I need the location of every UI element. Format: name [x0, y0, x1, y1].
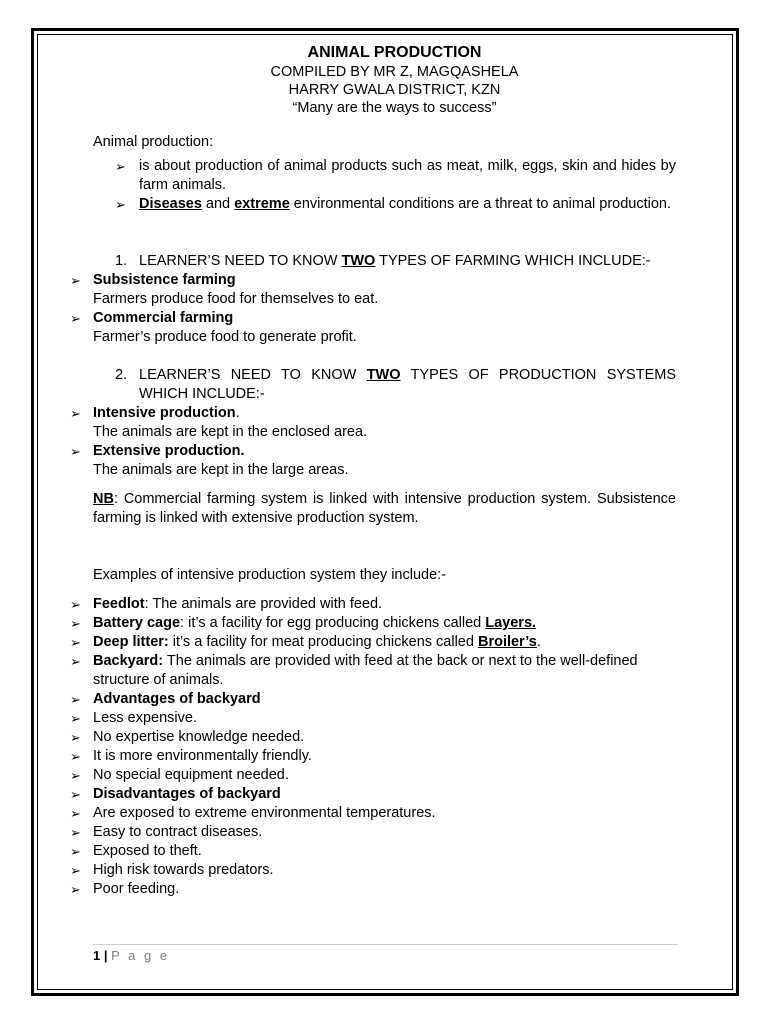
- intro-bullet-text: and: [201, 196, 235, 212]
- intro-bullet-text: is about production of animal products such as meat, milk, eggs, skin and hides by farm animals.: [139, 158, 676, 193]
- intro-heading-colon: :: [209, 134, 214, 150]
- list-item: [70, 690, 676, 709]
- list-item: [93, 195, 676, 214]
- item-end: .: [536, 634, 541, 650]
- section-tail: TYPES OF FARMING WHICH INCLUDE:-: [375, 253, 651, 269]
- arrow-bullet-icon: ➢: [70, 711, 81, 726]
- intro-list: [93, 157, 676, 214]
- document-body: [70, 43, 676, 899]
- arrow-bullet-icon: ➢: [70, 616, 81, 631]
- list-item: [70, 747, 676, 766]
- advantage-item: No special equipment needed.: [93, 767, 289, 783]
- disadvantage-item: Are exposed to extreme environmental temperatures.: [93, 805, 436, 821]
- disadvantages-title: Disadvantages of backyard: [93, 786, 281, 802]
- nb-label: NB: [93, 491, 114, 507]
- section-lead: LEARNER’S NEED TO KNOW: [139, 367, 367, 383]
- list-item: [70, 804, 676, 823]
- item-title: Extensive production.: [93, 443, 245, 459]
- item-title: Intensive production: [93, 405, 236, 421]
- section-emphasis: TWO: [366, 367, 401, 383]
- document-header: [93, 43, 676, 117]
- arrow-bullet-icon: ➢: [70, 730, 81, 745]
- advantage-item: It is more environmentally friendly.: [93, 748, 312, 764]
- arrow-bullet-icon: ➢: [70, 635, 81, 650]
- arrow-bullet-icon: ➢: [70, 882, 81, 897]
- item-title: Subsistence farming: [93, 272, 236, 288]
- list-item: [70, 309, 676, 347]
- section-2-list: [70, 404, 676, 480]
- section-tail: TYPES OF PRODUCTION SYSTEMS WHICH INCLUDE:-: [139, 367, 676, 402]
- arrow-bullet-icon: ➢: [70, 692, 81, 707]
- arrow-bullet-icon: ➢: [70, 768, 81, 783]
- disadvantage-item: High risk towards predators.: [93, 862, 274, 878]
- list-item: [70, 709, 676, 728]
- arrow-bullet-icon: ➢: [70, 806, 81, 821]
- footer-separator: |: [103, 948, 108, 963]
- section-number: 1.: [115, 253, 128, 269]
- section-1: [93, 252, 676, 271]
- item-description: The animals are provided with feed at the back or next to the well-defined structure of animals.: [93, 653, 638, 688]
- nb-text: : Commercial farming system is linked with intensive production system. Subsistence farming is linked with extensive production system.: [93, 491, 676, 526]
- item-title: Battery cage: [93, 615, 181, 631]
- section-1-list: [70, 271, 676, 347]
- arrow-bullet-icon: ➢: [70, 406, 81, 421]
- disadvantage-item: Poor feeding.: [93, 881, 180, 897]
- diseases-word: Diseases: [139, 196, 202, 212]
- disadvantage-item: Easy to contract diseases.: [93, 824, 263, 840]
- list-item: [70, 861, 676, 880]
- intro-heading-text: Animal production: [93, 134, 210, 150]
- list-item: [70, 442, 676, 480]
- arrow-bullet-icon: ➢: [70, 311, 81, 326]
- arrow-bullet-icon: ➢: [70, 863, 81, 878]
- list-item: [70, 728, 676, 747]
- item-description: : it’s a facility for egg producing chickens called: [180, 615, 486, 631]
- broilers-term: Broiler’s: [477, 634, 537, 650]
- document-title: ANIMAL PRODUCTION: [307, 44, 482, 61]
- district: HARRY GWALA DISTRICT, KZN: [288, 82, 501, 98]
- item-description: Farmers produce food for themselves to eat.: [93, 291, 379, 307]
- footer-divider: [93, 944, 678, 945]
- disadvantage-item: Exposed to theft.: [93, 843, 202, 859]
- section-emphasis: TWO: [341, 253, 376, 269]
- section-number: 2.: [115, 367, 128, 383]
- item-description: it’s a facility for meat producing chickens called: [168, 634, 478, 650]
- nb-note: [93, 490, 676, 528]
- item-title: Feedlot: [93, 596, 145, 612]
- examples-intro: Examples of intensive production system they include:-: [93, 567, 447, 583]
- arrow-bullet-icon: ➢: [115, 197, 126, 212]
- compiled-by: COMPILED BY MR Z, MAGQASHELA: [270, 64, 519, 80]
- examples-list: [70, 595, 676, 899]
- item-title: Backyard:: [93, 653, 164, 669]
- section-2: [93, 366, 676, 404]
- arrow-bullet-icon: ➢: [70, 749, 81, 764]
- item-description: The animals are kept in the enclosed area.: [93, 424, 368, 440]
- item-description: : The animals are provided with feed.: [144, 596, 383, 612]
- list-item: [70, 595, 676, 614]
- list-item: [70, 271, 676, 309]
- advantage-item: Less expensive.: [93, 710, 197, 726]
- list-item: [70, 766, 676, 785]
- item-title: Commercial farming: [93, 310, 234, 326]
- list-item: [70, 823, 676, 842]
- arrow-bullet-icon: ➢: [70, 825, 81, 840]
- arrow-bullet-icon: ➢: [115, 159, 126, 174]
- section-lead: LEARNER’S NEED TO KNOW: [139, 253, 342, 269]
- list-item: [70, 614, 676, 633]
- motto: “Many are the ways to success”: [292, 100, 497, 116]
- intro-bullet-text: environmental conditions are a threat to animal production.: [289, 196, 672, 212]
- arrow-bullet-icon: ➢: [70, 844, 81, 859]
- item-title: Deep litter:: [93, 634, 169, 650]
- arrow-bullet-icon: ➢: [70, 273, 81, 288]
- page-label: P a g e: [111, 948, 170, 963]
- list-item: [70, 633, 676, 652]
- list-item: [70, 652, 676, 690]
- extreme-word: extreme: [234, 196, 290, 212]
- item-title-dot: .: [235, 405, 240, 421]
- page-footer: [93, 948, 170, 963]
- item-description: The animals are kept in the large areas.: [93, 462, 349, 478]
- layers-term: Layers.: [485, 615, 537, 631]
- list-item: [70, 842, 676, 861]
- advantages-title: Advantages of backyard: [93, 691, 261, 707]
- advantage-item: No expertise knowledge needed.: [93, 729, 305, 745]
- arrow-bullet-icon: ➢: [70, 597, 81, 612]
- list-item: [70, 785, 676, 804]
- arrow-bullet-icon: ➢: [70, 444, 81, 459]
- intro-heading: [93, 133, 676, 152]
- page-number: 1: [93, 948, 101, 963]
- list-item: [93, 157, 676, 195]
- item-description: Farmer’s produce food to generate profit.: [93, 329, 357, 345]
- arrow-bullet-icon: ➢: [70, 787, 81, 802]
- arrow-bullet-icon: ➢: [70, 654, 81, 669]
- list-item: [70, 404, 676, 442]
- list-item: [70, 880, 676, 899]
